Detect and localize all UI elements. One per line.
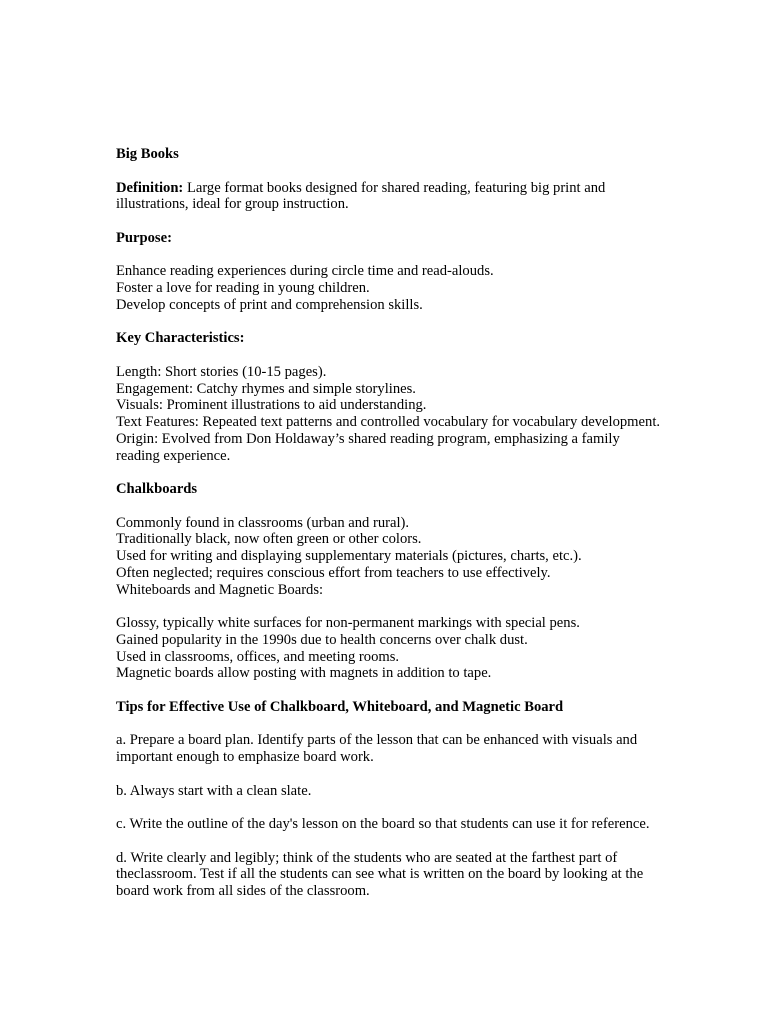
purpose-item: Foster a love for reading in young children. [116, 280, 370, 296]
purpose-list [116, 263, 661, 313]
definition-label: Definition: [116, 179, 184, 196]
key-item: Origin: Evolved from Don Holdaway’s shared reading program, emphasizing a family reading experience. [116, 430, 620, 464]
purpose-item: Enhance reading experiences during circle time and read-alouds. [116, 263, 494, 280]
chalkboards-heading: Chalkboards [116, 481, 198, 497]
definition-text: Large format books designed for shared reading, featuring big print and illustrations, ideal for group instruction. [116, 179, 606, 213]
whiteboard-item: Used in classrooms, offices, and meeting rooms. [116, 648, 400, 665]
whiteboard-item: Gained popularity in the 1990s due to health concerns over chalk dust. [116, 631, 528, 648]
chalkboard-item: Commonly found in classrooms (urban and rural). [116, 514, 410, 531]
key-item: Length: Short stories (10-15 pages). [116, 363, 327, 380]
key-item: Visuals: Prominent illustrations to aid understanding. [116, 397, 427, 414]
chalkboards-list [116, 515, 661, 599]
key-characteristics-heading: Key Characteristics: [116, 330, 245, 347]
chalkboard-item: Traditionally black, now often green or other colors. [116, 531, 422, 548]
chalkboard-item: Used for writing and displaying supplementary materials (pictures, charts, etc.). [116, 548, 582, 564]
tip-a: a. Prepare a board plan. Identify parts of the lesson that can be enhanced with visuals and important enough to emphasize board work. [116, 732, 638, 765]
big-books-heading: Big Books [116, 146, 179, 162]
purpose-item: Develop concepts of print and comprehension skills. [116, 296, 423, 313]
whiteboard-item: Glossy, typically white surfaces for non-permanent markings with special pens. [116, 615, 580, 631]
whiteboard-item: Magnetic boards allow posting with magnets in addition to tape. [116, 665, 492, 682]
tip-b: b. Always start with a clean slate. [116, 782, 312, 799]
chalkboard-item: Often neglected; requires conscious effort from teachers to use effectively. [116, 564, 551, 581]
key-characteristics-list [116, 364, 661, 465]
purpose-heading: Purpose: [116, 229, 172, 246]
key-item: Text Features: Repeated text patterns and controlled vocabulary for vocabulary development. [116, 414, 661, 430]
tips-heading: Tips for Effective Use of Chalkboard, Whiteboard, and Magnetic Board [116, 698, 564, 715]
chalkboard-item: Whiteboards and Magnetic Boards: [116, 581, 324, 598]
whiteboards-list [116, 615, 661, 682]
tip-c: c. Write the outline of the day's lesson on the board so that students can use it for reference. [116, 816, 650, 832]
tip-d: d. Write clearly and legibly; think of the students who are seated at the farthest part of theclassroom. Test if all the students can see what is written on the board by looking at the board work from all sides of the classroom. [116, 849, 644, 899]
document-page [116, 146, 661, 917]
key-item: Engagement: Catchy rhymes and simple storylines. [116, 380, 416, 397]
definition-paragraph [116, 180, 661, 214]
